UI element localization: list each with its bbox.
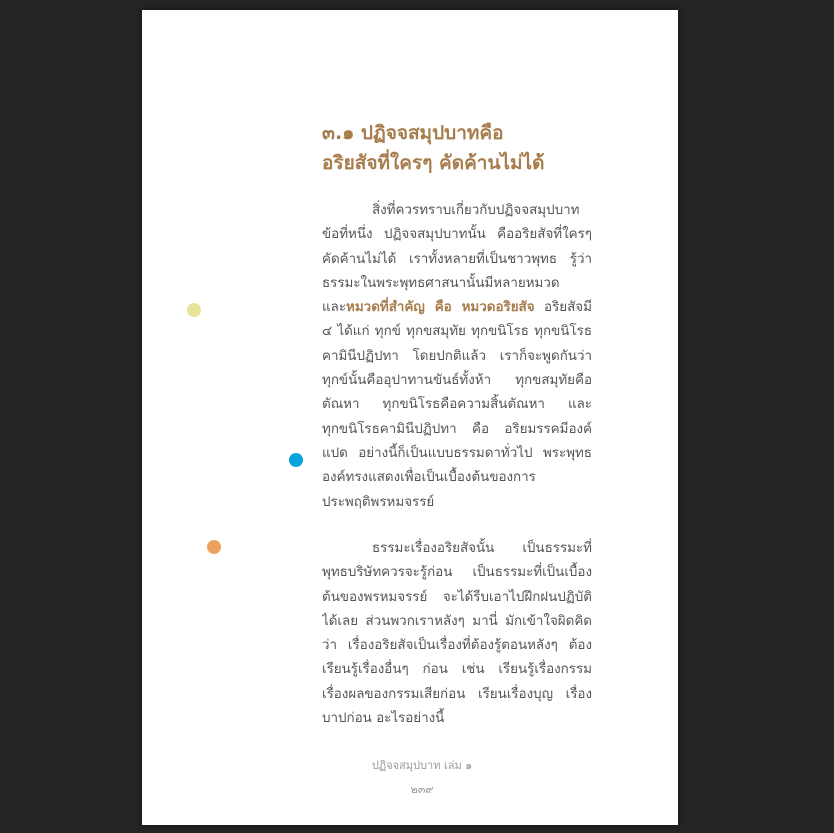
paragraph-line: ธรรมะในพระพุทธศาสนานั้นมีหลายหมวด (322, 275, 560, 291)
paragraph-line: ๔ ได้แก่ ทุกข์ ทุกขสมุทัย ทุกขนิโรธ ทุกขนิโรธ (322, 324, 592, 340)
paragraph-line: พุทธบริษัทควรจะรู้ก่อน เป็นธรรมะที่เป็นเบื้อง (322, 565, 592, 581)
paragraph-line: ธรรมะเรื่องอริยสัจนั้น เป็นธรรมะที่ (372, 541, 592, 556)
paragraph-line: ได้เลย ส่วนพวกเราหลังๆ มานี่ มักเข้าใจผิดคิด (322, 613, 592, 629)
paragraph-line: ต้นของพรหมจรรย์ จะได้รีบเอาไปฝึกฝนปฏิบัติ (322, 589, 592, 605)
highlighted-phrase: หมวดที่สำคัญ คือ หมวดอริยสัจ (346, 300, 535, 316)
paragraph-line-highlighted (322, 296, 592, 320)
line-suffix: อริยสัจมี (534, 300, 592, 316)
yellow-dot-marker (187, 303, 201, 317)
paragraph-line: ว่า เรื่องอริยสัจเป็นเรื่องที่ต้องรู้ตอนหลังๆ ต้อง (322, 638, 592, 654)
paragraph-1 (322, 199, 592, 515)
paragraph-line: ทุกขนิโรธคามินีปฏิปทา คือ อริยมรรคมีองค์ (322, 421, 592, 437)
paragraph-line: ข้อที่หนึ่ง ปฏิจจสมุปบาทนั้น คืออริยสัจที่ใครๆ (322, 227, 592, 243)
paragraph-line: เรียนรู้เรื่องอื่นๆ ก่อน เช่น เรียนรู้เรื่องกรรม (322, 662, 592, 678)
document-page (142, 10, 678, 825)
section-heading (322, 118, 652, 178)
paragraph-line: แปด อย่างนี้ก็เป็นแบบธรรมดาทั่วไป พระพุทธ (322, 445, 592, 461)
blue-dot-marker (289, 453, 303, 467)
footer-book-title: ปฏิจจสมุปบาท เล่ม ๑ (371, 759, 473, 772)
heading-line-2: อริยสัจที่ใครๆ คัดค้านไม่ได้ (322, 152, 545, 174)
orange-dot-marker (207, 540, 221, 554)
paragraph-2 (322, 537, 592, 731)
paragraph-line: สิ่งที่ควรทราบเกี่ยวกับปฏิจจสมุปบาท (372, 203, 580, 218)
paragraph-line: ตัณหา ทุกขนิโรธคือความสิ้นตัณหา และ (322, 397, 592, 413)
paragraph-line: เรื่องผลของกรรมเสียก่อน เรียนเรื่องบุญ เรื่อง (322, 686, 592, 702)
paragraph-line: คัดค้านไม่ได้ เราทั้งหลายที่เป็นชาวพุทธ รู้ว่า (322, 251, 592, 267)
paragraph-line: บาปก่อน อะไรอย่างนี้ (322, 711, 445, 727)
heading-line-1: ๓.๑ ปฏิจจสมุปบาทคือ (322, 122, 504, 144)
footer-page-number: ๒๓๙ (410, 783, 434, 796)
paragraph-line: องค์ทรงแสดงเพื่อเป็นเบื้องต้นของการ (322, 470, 536, 486)
paragraph-line: ประพฤติพรหมจรรย์ (322, 494, 435, 510)
line-prefix: และ (322, 300, 347, 316)
paragraph-line: คามินีปฏิปทา โดยปกติแล้ว เราก็จะพูดกันว่า (322, 348, 592, 364)
paragraph-line: ทุกข์นั้นคืออุปาทานขันธ์ทั้งห้า ทุกขสมุทัยคือ (322, 373, 592, 389)
